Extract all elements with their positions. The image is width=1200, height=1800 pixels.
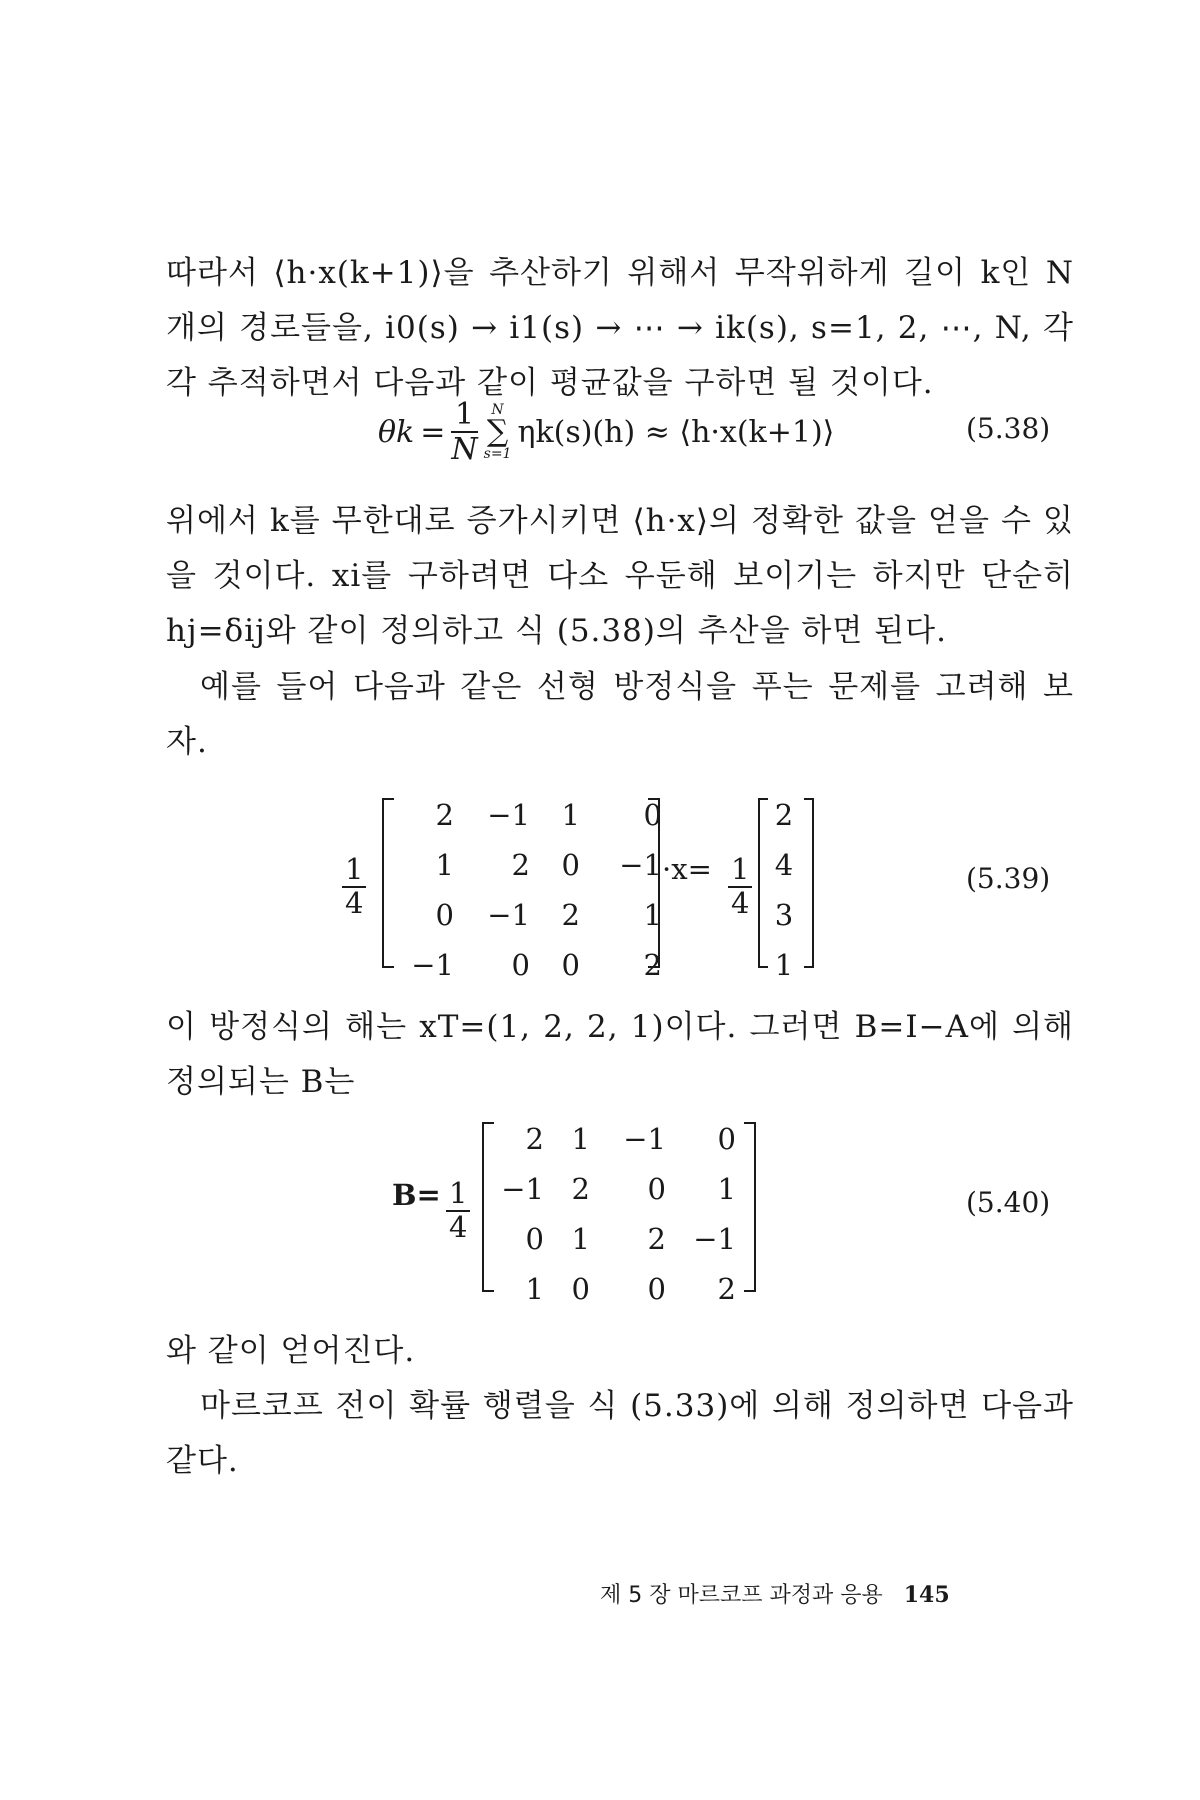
eq38-frac-den: N [451, 432, 478, 467]
eq39-mid: ·x= [662, 852, 712, 886]
matrix-cell: 1 [561, 798, 580, 832]
vector-right-bracket [804, 798, 814, 968]
matrix-cell: 2 [561, 898, 580, 932]
sum-upper-limit: N [491, 402, 504, 418]
matrix-cell: −1 [619, 848, 662, 882]
paragraph-example: 예를 들어 다음과 같은 선형 방정식을 푸는 문제를 고려해 보자. [166, 669, 1074, 760]
matrix-cell: 2 [435, 798, 454, 832]
matrix-cell: 2 [643, 948, 662, 982]
matrix-cell: 0 [561, 948, 580, 982]
matrix-cell: 2 [717, 1272, 736, 1306]
equation-number: (5.40) [966, 1186, 1051, 1219]
matrix-cell: 0 [511, 948, 530, 982]
vector-entry: 3 [774, 898, 794, 932]
matrix-cell: 1 [435, 848, 454, 882]
matrix-cell: 0 [571, 1272, 590, 1306]
matrix-cell: −1 [501, 1172, 544, 1206]
eq39-rhs-den: 4 [731, 885, 750, 920]
matrix-cell: −1 [487, 798, 530, 832]
matrix-cell: −1 [693, 1222, 736, 1256]
paragraph-intro: 따라서 ⟨h·x(k+1)⟩을 추산하기 위해서 무작위하게 길이 k인 N개의 경로들을, i0(s) → i1(s) → ⋯ → ik(s), s=1, 2, ⋯, N, 각각 추적하면서 다음과 같이 평균값을 구하면 될 것이다. [166, 255, 1074, 401]
eq39-left-fraction [342, 854, 366, 920]
equation-5-39 [0, 790, 1200, 980]
paragraph-limit: 위에서 k를 무한대로 증가시키면 ⟨h·x⟩의 정확한 값을 얻을 수 있을 것이다. xi를 구하려면 다소 우둔해 보이기는 하지만 단순히 hj=δij와 같이 정의하고 식 (5.38)의 추산을 하면 된다. [166, 503, 1074, 649]
eq39-frac-den: 4 [345, 885, 364, 920]
matrix-cell: 1 [717, 1172, 736, 1206]
matrix-cell: −1 [623, 1122, 666, 1156]
eq39-right-fraction [728, 854, 752, 920]
matrix-cell: −1 [487, 898, 530, 932]
coefficient-matrix [392, 790, 662, 990]
chapter-title: 제 5 장 마르코프 과정과 응용 [600, 1583, 883, 1608]
matrix-cell: 1 [571, 1222, 590, 1256]
eq38-lhs: θk [378, 414, 415, 450]
eq39-rhs-num: 1 [728, 854, 752, 888]
eq38-body: ηk(s)(h) ≈ ⟨h·x(k+1)⟩ [517, 414, 835, 450]
page-footer [600, 1578, 950, 1609]
equation-5-40 [0, 1114, 1200, 1304]
matrix-cell: 0 [647, 1272, 666, 1306]
vector-entry: 1 [774, 948, 794, 982]
matrix-cell: 1 [571, 1122, 590, 1156]
eq38-fraction [451, 398, 477, 466]
sum-lower-limit: s=1 [483, 446, 512, 462]
matrix-cell: 2 [525, 1122, 544, 1156]
eq40-frac-num: 1 [446, 1178, 470, 1212]
matrix-right-bracket [648, 798, 660, 968]
matrix-cell: 0 [643, 798, 662, 832]
matrix-cell: −1 [411, 948, 454, 982]
equation-number: (5.38) [966, 412, 1051, 445]
matrix-cell: 0 [717, 1122, 736, 1156]
eq38-frac-num: 1 [451, 398, 477, 433]
equation-5-38: θk = $\frac{1}{N}$ N ∑ s=1 ηk(s)(h) ≈ ⟨h·x(k+1)⟩ (5.38) [378, 397, 1051, 467]
matrix-right-bracket [744, 1122, 756, 1292]
eq40-frac-den: 4 [449, 1209, 468, 1244]
paragraph-markov: 마르코프 전이 확률 행렬을 식 (5.33)에 의해 정의하면 다음과 같다. [166, 1388, 1074, 1479]
matrix-cell: 0 [435, 898, 454, 932]
matrix-cell: 1 [643, 898, 662, 932]
matrix-cell: 2 [511, 848, 530, 882]
vector-entry: 2 [774, 798, 794, 832]
matrix-cell: 0 [561, 848, 580, 882]
equation-number: (5.39) [966, 862, 1051, 895]
matrix-cell: 2 [571, 1172, 590, 1206]
rhs-vector [766, 790, 802, 990]
matrix-cell: 1 [525, 1272, 544, 1306]
page-number: 145 [903, 1582, 950, 1608]
matrix-cell: 0 [647, 1172, 666, 1206]
b-matrix [492, 1114, 736, 1314]
eq40-fraction [446, 1178, 470, 1244]
eq40-lhs: B= [392, 1178, 441, 1212]
summation-sign: N ∑ s=1 [483, 402, 512, 462]
vector-entry: 4 [774, 848, 794, 882]
paragraph-solution: 이 방정식의 해는 xT=(1, 2, 2, 1)이다. 그러면 B=I−A에 의해 정의되는 B는 [166, 1009, 1074, 1100]
eq39-frac-num: 1 [342, 854, 366, 888]
matrix-cell: 2 [647, 1222, 666, 1256]
paragraph-obtained: 와 같이 얻어진다. [166, 1333, 416, 1369]
matrix-cell: 0 [525, 1222, 544, 1256]
